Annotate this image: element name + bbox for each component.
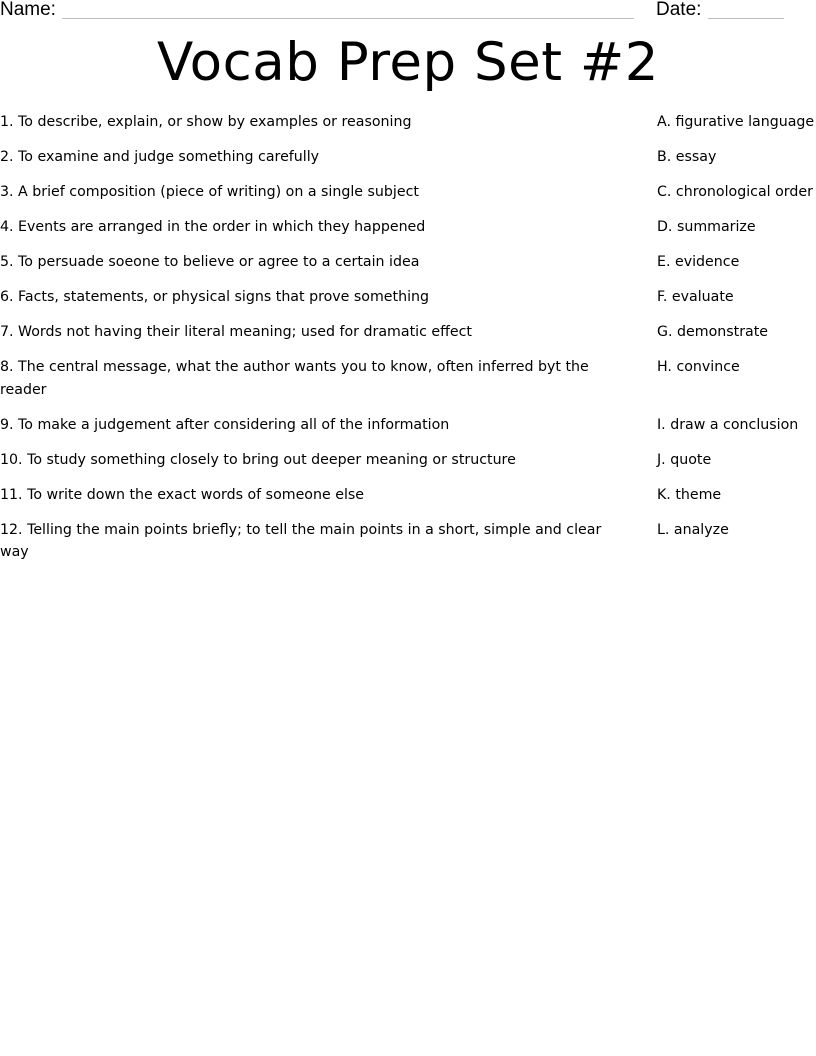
name-blank-line[interactable] (62, 18, 634, 19)
matching-row (0, 414, 816, 449)
date-blank-line[interactable] (708, 18, 784, 19)
matching-row (0, 111, 816, 146)
worksheet-header (0, 0, 816, 24)
answer-option: K. theme (657, 486, 722, 503)
matching-list (0, 111, 816, 576)
clue-text: 4. Events are arranged in the order in which they happened (0, 219, 426, 235)
matching-row (0, 449, 816, 484)
clue-text: 8. The central message, what the author wants you to know, often inferred byt the reader (0, 359, 589, 398)
clue-text: 11. To write down the exact words of someone else (0, 486, 365, 503)
matching-row (0, 519, 816, 577)
matching-row (0, 484, 816, 519)
clue-text: 7. Words not having their literal meaning; used for dramatic effect (0, 324, 472, 340)
answer-option: H. convince (657, 359, 740, 375)
clue-text: 1. To describe, explain, or show by examples or reasoning (0, 114, 412, 130)
answer-option: C. chronological order (657, 184, 813, 200)
answer-option: E. evidence (657, 254, 740, 270)
matching-row (0, 216, 816, 251)
clue-text: 10. To study something closely to bring out deeper meaning or structure (0, 451, 516, 468)
clue-text: 3. A brief composition (piece of writing) on a single subject (0, 184, 419, 200)
page-title: Vocab Prep Set #2 (157, 32, 659, 93)
matching-row (0, 286, 816, 321)
name-label: Name: (0, 0, 56, 20)
answer-option: I. draw a conclusion (657, 416, 799, 433)
answer-option: L. analyze (657, 521, 729, 538)
answer-option: J. quote (657, 451, 712, 468)
clue-text: 9. To make a judgement after considering all of the information (0, 416, 450, 433)
clue-text: 2. To examine and judge something carefully (0, 149, 320, 165)
answer-option: D. summarize (657, 219, 756, 235)
matching-row (0, 356, 816, 414)
clue-text: 12. Telling the main points briefly; to tell the main points in a short, simple and clear way (0, 521, 602, 560)
answer-option: A. figurative language (657, 114, 815, 130)
matching-row (0, 146, 816, 181)
matching-row (0, 321, 816, 356)
matching-row (0, 181, 816, 216)
clue-text: 5. To persuade soeone to believe or agree to a certain idea (0, 254, 420, 270)
date-label: Date: (656, 0, 702, 20)
clue-text: 6. Facts, statements, or physical signs that prove something (0, 289, 430, 305)
answer-option: F. evaluate (657, 289, 734, 305)
answer-option: B. essay (657, 149, 717, 165)
matching-row (0, 251, 816, 286)
answer-option: G. demonstrate (657, 324, 769, 340)
